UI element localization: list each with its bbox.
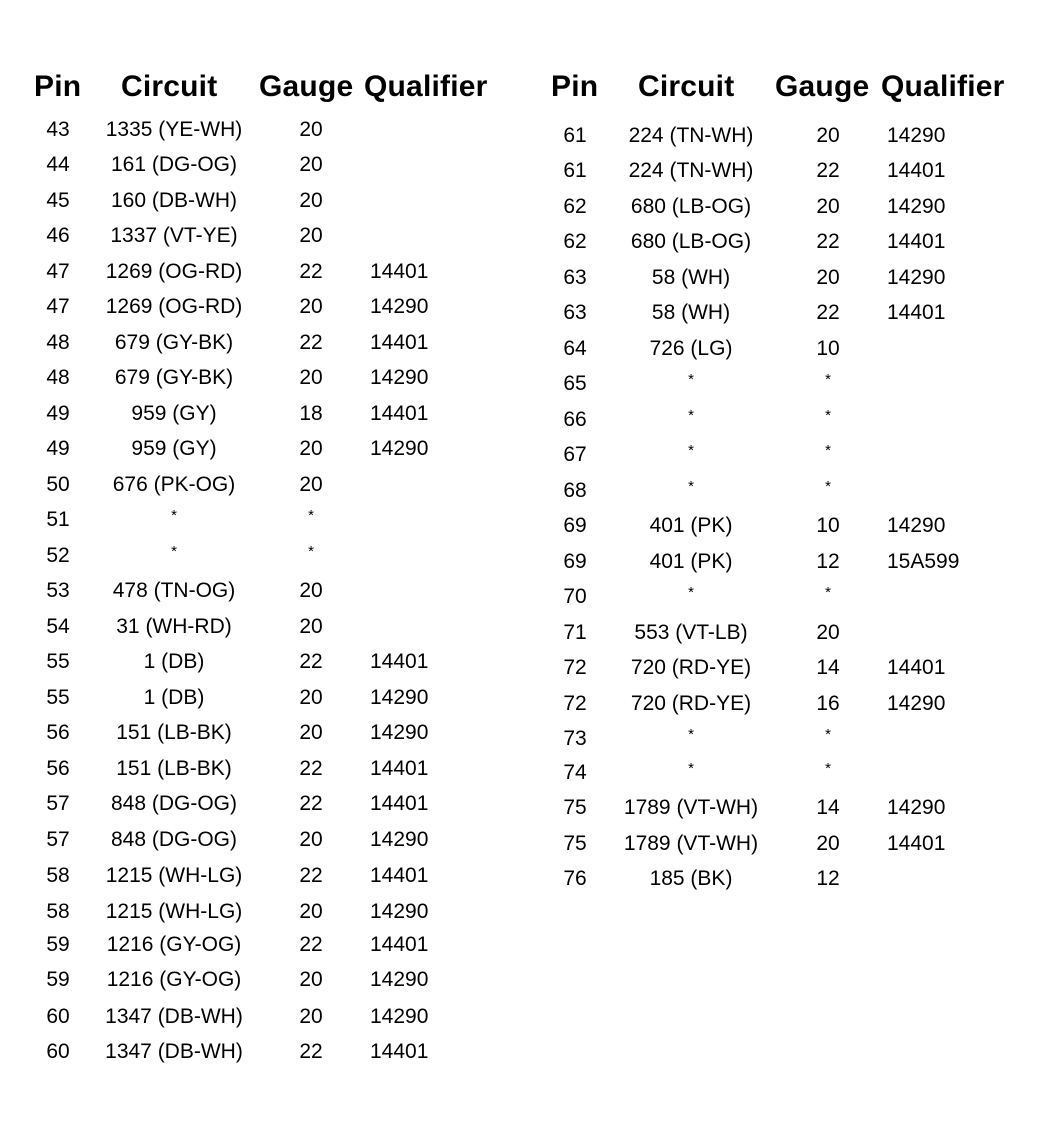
table-row (28, 576, 508, 606)
pin-cell: 56 (46, 757, 70, 780)
table-row (28, 257, 508, 287)
pin-cell: 65 (563, 372, 587, 395)
table-row (545, 689, 1025, 719)
circuit-cell: * (688, 478, 694, 495)
gauge-cell: 22 (299, 260, 323, 283)
pin-cell: 52 (46, 544, 70, 567)
qualifier-cell: 14401 (370, 331, 429, 354)
circuit-cell: 1215 (WH-LG) (105, 864, 243, 887)
circuit-cell: 726 (LG) (649, 337, 733, 360)
pin-cell: 75 (563, 832, 587, 855)
pin-cell: 62 (563, 195, 587, 218)
table-row (28, 861, 508, 891)
table-row (28, 1002, 508, 1032)
pin-cell: 63 (563, 266, 587, 289)
table-row (28, 292, 508, 322)
pin-cell: 76 (563, 867, 587, 890)
qualifier-cell: 14401 (370, 402, 429, 425)
gauge-cell: * (308, 543, 314, 560)
circuit-cell: 1789 (VT-WH) (623, 832, 759, 855)
gauge-cell: 20 (299, 437, 323, 460)
table-row (28, 930, 508, 960)
gauge-cell: 22 (299, 1040, 323, 1063)
qualifier-cell: 14401 (887, 230, 946, 253)
table-row (28, 965, 508, 995)
qualifier-cell: 14290 (370, 968, 429, 991)
circuit-cell: 1337 (VT-YE) (110, 224, 238, 247)
table-row (545, 156, 1025, 186)
pin-cell: 55 (46, 686, 70, 709)
circuit-cell: * (171, 543, 177, 560)
table-row (28, 754, 508, 784)
qualifier-cell: 14290 (887, 514, 946, 537)
circuit-cell: * (688, 407, 694, 424)
table-row (28, 186, 508, 216)
qualifier-cell: 14401 (370, 650, 429, 673)
circuit-cell: 1 (DB) (143, 686, 205, 709)
pin-cell: 59 (46, 933, 70, 956)
circuit-cell: 720 (RD-YE) (630, 692, 752, 715)
circuit-cell: 848 (DG-OG) (110, 792, 238, 815)
gauge-cell: 22 (299, 933, 323, 956)
gauge-cell: 22 (299, 792, 323, 815)
table-row (545, 582, 1025, 612)
circuit-cell: 224 (TN-WH) (628, 159, 754, 182)
circuit-cell: 553 (VT-LB) (634, 621, 748, 644)
gauge-cell: * (308, 507, 314, 524)
pin-cell: 44 (46, 153, 70, 176)
table-row (28, 825, 508, 855)
qualifier-cell: 14290 (887, 796, 946, 819)
circuit-cell: 401 (PK) (649, 514, 733, 537)
pin-cell: 53 (46, 579, 70, 602)
table-row (545, 653, 1025, 683)
qualifier-cell: 14401 (370, 757, 429, 780)
circuit-cell: 1789 (VT-WH) (623, 796, 759, 819)
table-row (545, 369, 1025, 399)
qualifier-cell: 14401 (370, 260, 429, 283)
circuit-cell: 680 (LB-OG) (630, 230, 752, 253)
qualifier-cell: 14401 (887, 159, 946, 182)
gauge-cell: * (825, 407, 831, 424)
qualifier-cell: 14290 (370, 686, 429, 709)
pin-cell: 61 (563, 159, 587, 182)
pin-cell: 60 (46, 1005, 70, 1028)
pin-cell: 58 (46, 864, 70, 887)
pin-cell: 74 (563, 761, 587, 784)
qualifier-cell: 15A599 (887, 550, 960, 573)
circuit-cell: 959 (GY) (131, 437, 217, 460)
pin-header: Pin (34, 70, 82, 103)
pin-cell: 51 (46, 508, 70, 531)
circuit-cell: 679 (GY-BK) (114, 366, 234, 389)
pin-cell: 62 (563, 230, 587, 253)
qualifier-header: Qualifier (881, 70, 1005, 103)
table-row (545, 298, 1025, 328)
pin-cell: 69 (563, 550, 587, 573)
gauge-cell: 22 (299, 864, 323, 887)
gauge-cell: 16 (816, 692, 840, 715)
pin-cell: 56 (46, 721, 70, 744)
gauge-cell: 22 (816, 230, 840, 253)
table-row (28, 221, 508, 251)
pin-cell: 75 (563, 796, 587, 819)
qualifier-cell: 14290 (887, 266, 946, 289)
table-row (28, 434, 508, 464)
table-row (28, 1037, 508, 1067)
gauge-cell: 12 (816, 550, 840, 573)
circuit-cell: * (688, 371, 694, 388)
circuit-cell: 1347 (DB-WH) (105, 1040, 243, 1063)
gauge-cell: 22 (299, 757, 323, 780)
circuit-cell: 679 (GY-BK) (114, 331, 234, 354)
gauge-cell: * (825, 726, 831, 743)
pin-cell: 50 (46, 473, 70, 496)
table-row (545, 758, 1025, 788)
pin-cell: 70 (563, 585, 587, 608)
gauge-cell: * (825, 442, 831, 459)
pin-cell: 57 (46, 828, 70, 851)
table-row (28, 683, 508, 713)
table-row (28, 150, 508, 180)
gauge-cell: 12 (816, 867, 840, 890)
circuit-cell: 185 (BK) (649, 867, 733, 890)
pin-cell: 73 (563, 727, 587, 750)
gauge-cell: 20 (299, 118, 323, 141)
gauge-cell: 20 (299, 686, 323, 709)
table-row (545, 405, 1025, 435)
qualifier-cell: 14401 (370, 864, 429, 887)
gauge-header: Gauge (259, 70, 354, 103)
pin-cell: 49 (46, 437, 70, 460)
gauge-cell: * (825, 760, 831, 777)
circuit-cell: * (688, 442, 694, 459)
pin-cell: 72 (563, 692, 587, 715)
circuit-cell: * (688, 584, 694, 601)
table-row (545, 227, 1025, 257)
circuit-cell: 151 (LB-BK) (116, 757, 232, 780)
pin-cell: 67 (563, 443, 587, 466)
gauge-cell: 20 (299, 366, 323, 389)
pin-cell: 55 (46, 650, 70, 673)
circuit-cell: 478 (TN-OG) (112, 579, 236, 602)
circuit-cell: 720 (RD-YE) (630, 656, 752, 679)
circuit-cell: 959 (GY) (131, 402, 217, 425)
table-row (545, 192, 1025, 222)
pin-cell: 71 (563, 621, 587, 644)
circuit-cell: 848 (DG-OG) (110, 828, 238, 851)
qualifier-cell: 14290 (370, 721, 429, 744)
circuit-cell: * (688, 760, 694, 777)
gauge-cell: 20 (299, 153, 323, 176)
circuit-cell: 1216 (GY-OG) (106, 968, 242, 991)
gauge-cell: * (825, 478, 831, 495)
gauge-cell: 22 (816, 301, 840, 324)
gauge-cell: 22 (299, 331, 323, 354)
table-row (28, 789, 508, 819)
circuit-cell: 1215 (WH-LG) (105, 900, 243, 923)
gauge-cell: 20 (816, 195, 840, 218)
pin-cell: 47 (46, 295, 70, 318)
pin-cell: 63 (563, 301, 587, 324)
table-row (28, 541, 508, 571)
gauge-header: Gauge (775, 70, 870, 103)
pin-cell: 45 (46, 189, 70, 212)
gauge-cell: 20 (299, 721, 323, 744)
pin-cell: 58 (46, 900, 70, 923)
table-row (28, 399, 508, 429)
qualifier-cell: 14401 (370, 792, 429, 815)
gauge-cell: 20 (816, 621, 840, 644)
qualifier-cell: 14290 (887, 692, 946, 715)
gauge-cell: 18 (299, 402, 323, 425)
table-row (545, 440, 1025, 470)
gauge-cell: * (825, 584, 831, 601)
circuit-cell: 224 (TN-WH) (628, 124, 754, 147)
table-row (545, 334, 1025, 364)
gauge-cell: 20 (299, 295, 323, 318)
table-row (545, 547, 1025, 577)
pin-cell: 69 (563, 514, 587, 537)
table-row (545, 511, 1025, 541)
pin-cell: 43 (46, 118, 70, 141)
gauge-cell: 22 (299, 650, 323, 673)
gauge-cell: 20 (816, 266, 840, 289)
table-row (545, 724, 1025, 754)
qualifier-cell: 14290 (370, 900, 429, 923)
circuit-cell: 676 (PK-OG) (112, 473, 236, 496)
circuit-cell: * (688, 726, 694, 743)
gauge-cell: 20 (816, 832, 840, 855)
table-row (545, 121, 1025, 151)
circuit-cell: * (171, 507, 177, 524)
gauge-cell: 14 (816, 796, 840, 819)
qualifier-header: Qualifier (364, 70, 488, 103)
circuit-cell: 401 (PK) (649, 550, 733, 573)
table-row (28, 470, 508, 500)
qualifier-cell: 14401 (887, 656, 946, 679)
qualifier-cell: 14290 (370, 1005, 429, 1028)
circuit-cell: 1216 (GY-OG) (106, 933, 242, 956)
pin-cell: 60 (46, 1040, 70, 1063)
gauge-cell: 20 (299, 579, 323, 602)
circuit-cell: 31 (WH-RD) (116, 615, 232, 638)
qualifier-cell: 14290 (887, 195, 946, 218)
table-row (28, 647, 508, 677)
circuit-cell: 160 (DB-WH) (110, 189, 237, 212)
qualifier-cell: 14290 (370, 437, 429, 460)
table-row (28, 505, 508, 535)
pin-cell: 49 (46, 402, 70, 425)
gauge-cell: 20 (299, 900, 323, 923)
table-row (28, 897, 508, 927)
pin-cell: 46 (46, 224, 70, 247)
circuit-cell: 680 (LB-OG) (630, 195, 752, 218)
pin-cell: 57 (46, 792, 70, 815)
circuit-header: Circuit (638, 70, 735, 103)
qualifier-cell: 14401 (370, 933, 429, 956)
pin-cell: 54 (46, 615, 70, 638)
qualifier-cell: 14290 (887, 124, 946, 147)
pin-cell: 59 (46, 968, 70, 991)
table-row (545, 263, 1025, 293)
table-row (28, 718, 508, 748)
table-row (545, 793, 1025, 823)
gauge-cell: 10 (816, 514, 840, 537)
gauge-cell: 20 (299, 189, 323, 212)
qualifier-cell: 14401 (887, 301, 946, 324)
qualifier-cell: 14290 (370, 366, 429, 389)
table-row (545, 829, 1025, 859)
gauge-cell: 20 (299, 828, 323, 851)
gauge-cell: 20 (816, 124, 840, 147)
table-row (28, 115, 508, 145)
circuit-cell: 58 (WH) (651, 301, 731, 324)
pin-cell: 47 (46, 260, 70, 283)
table-row (545, 864, 1025, 894)
gauge-cell: 22 (816, 159, 840, 182)
gauge-cell: * (825, 371, 831, 388)
circuit-cell: 151 (LB-BK) (116, 721, 232, 744)
circuit-cell: 161 (DG-OG) (110, 153, 238, 176)
table-row (28, 328, 508, 358)
gauge-cell: 20 (299, 224, 323, 247)
qualifier-cell: 14290 (370, 295, 429, 318)
circuit-header: Circuit (121, 70, 218, 103)
circuit-cell: 1335 (YE-WH) (105, 118, 243, 141)
circuit-cell: 1347 (DB-WH) (105, 1005, 243, 1028)
pin-cell: 61 (563, 124, 587, 147)
qualifier-cell: 14401 (887, 832, 946, 855)
circuit-cell: 58 (WH) (651, 266, 731, 289)
pin-cell: 68 (563, 479, 587, 502)
qualifier-cell: 14290 (370, 828, 429, 851)
table-row (545, 618, 1025, 648)
pin-cell: 66 (563, 408, 587, 431)
gauge-cell: 10 (816, 337, 840, 360)
gauge-cell: 20 (299, 968, 323, 991)
circuit-cell: 1 (DB) (143, 650, 205, 673)
pin-cell: 48 (46, 366, 70, 389)
pin-cell: 64 (563, 337, 587, 360)
pin-cell: 48 (46, 331, 70, 354)
table-row (545, 476, 1025, 506)
gauge-cell: 14 (816, 656, 840, 679)
gauge-cell: 20 (299, 473, 323, 496)
pin-cell: 72 (563, 656, 587, 679)
table-row (28, 612, 508, 642)
table-row (28, 363, 508, 393)
circuit-cell: 1269 (OG-RD) (105, 260, 243, 283)
pin-header: Pin (551, 70, 599, 103)
circuit-cell: 1269 (OG-RD) (105, 295, 243, 318)
gauge-cell: 20 (299, 615, 323, 638)
qualifier-cell: 14401 (370, 1040, 429, 1063)
gauge-cell: 20 (299, 1005, 323, 1028)
